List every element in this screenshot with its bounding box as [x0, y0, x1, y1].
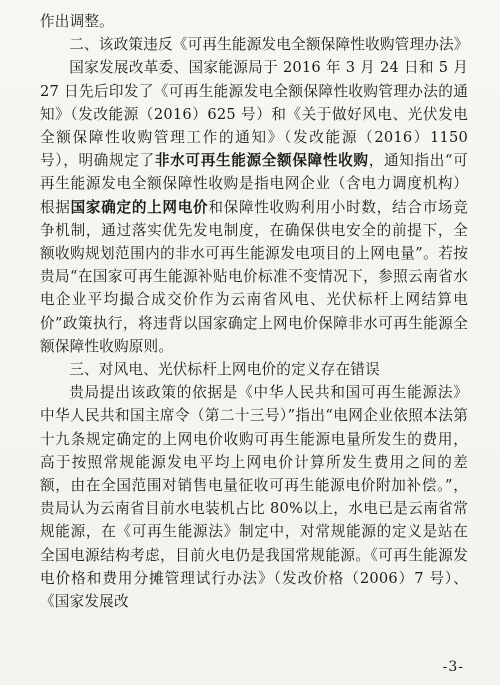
paragraph-text: ，通知指出“可再生能源发电全额保障性收购是指电网企业（含电力调度机构）根据 [40, 152, 468, 216]
paragraph-text: 国家发展改革委、国家能源局于 2016 年 3 月 24 日和 5 月 27 日先后印发了《可再生能源发电全额保障性收购管理办法的通知》（发改能源（2016）625 号）和《关于做好风电、光伏发电全额保障性收购管理工作的通知》（发改能源（2016）1150 号），明确规定了 [40, 59, 468, 170]
section-2-paragraph [40, 56, 468, 358]
lead-line: 作出调整。 [40, 13, 114, 30]
emphasized-text: 国家确定的上网电价 [70, 198, 209, 216]
page-number: -3- [442, 659, 464, 675]
section-3-paragraph: 贵局提出该政策的依据是《中华人民共和国可再生能源法》中华人民共和国主席令（第二十三号）”指出“电网企业依照本法第十九条规定确定的上网电价收购可再生能源电量所发生的费用，高于按照常规能源发电平均上网电价计算所发生费用之间的差额，由在全国范围对销售电量征收可再生能源电价附加补偿。”，贵局认为云南省目前水电装机占比 80%以上，水电已是云南省常规能源，在《可再生能源法》制定中，对常规能源的定义是站在全国电源结构考虑，目前火电仍是我国常规能源。《可再生能源发电价格和费用分摊管理试行办法》（发改价格（2006）7 号）、《国家发展改 [40, 384, 468, 611]
paragraph-text: 和保障性收购利用小时数，结合市场竞争机制，通过落实优先发电制度，在确保供电安全的前提下，全额收购规划范围内的非水可再生能源发电项目的上网电量”。若按贵局“在国家可再生能源补贴电价标准不变情况下，参照云南省水电企业平均撮合成交价作为云南省风电、光伏标杆上网结算电价”政策执行，将违背以国家确定上网电价保障非水可再生能源全额保障性收购原则。 [40, 198, 468, 355]
emphasized-text: 非水可再生能源全额保障性收购 [154, 152, 369, 170]
section-3-heading: 三、对风电、光伏标杆上网电价的定义存在错误 [69, 361, 380, 379]
document-body [40, 10, 468, 613]
section-2-heading: 二、该政策违反《可再生能源发电全额保障性收购管理办法》 [69, 36, 469, 54]
